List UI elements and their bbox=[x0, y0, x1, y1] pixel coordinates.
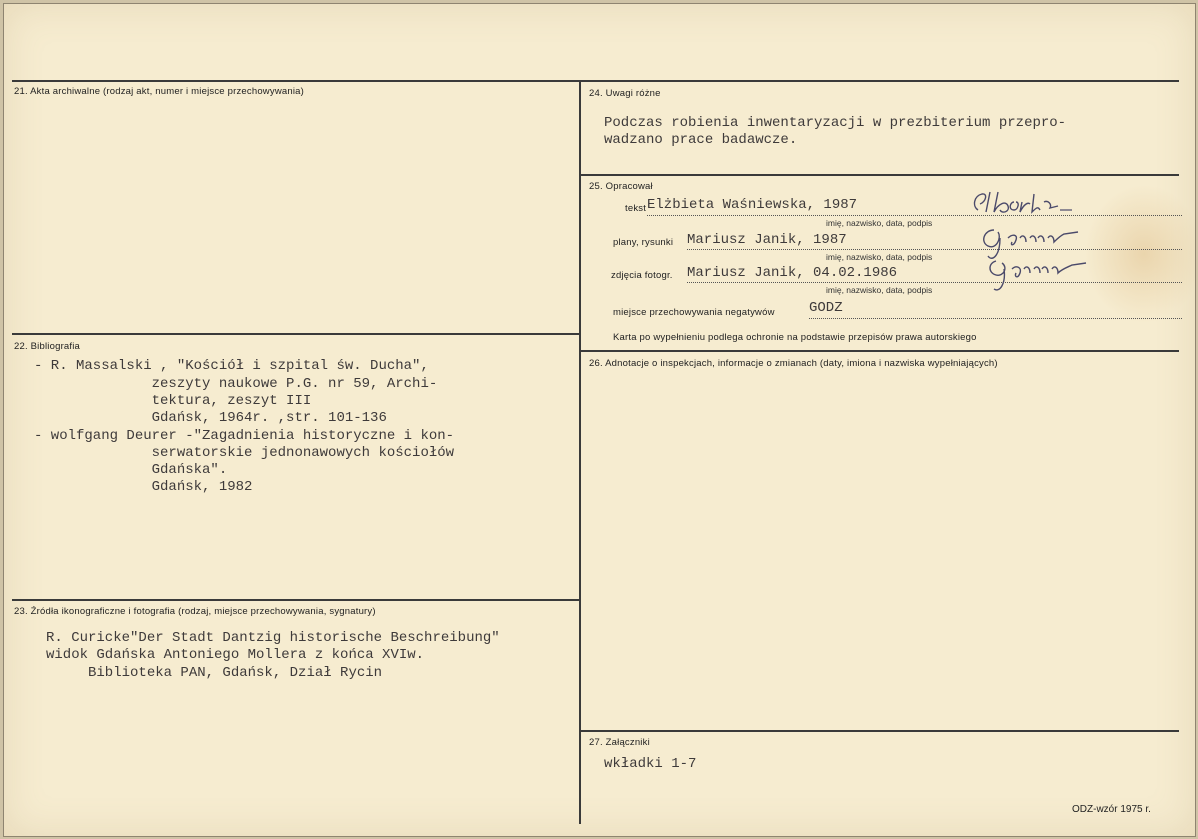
divider-24-25 bbox=[581, 174, 1179, 176]
divider-25-26 bbox=[581, 350, 1179, 352]
section-23-label: 23. Źródła ikonograficzne i fotografia (rodzaj, miejsce przechowywania, sygnatury) bbox=[14, 606, 376, 617]
zdjecia-hint: imię, nazwisko, data, podpis bbox=[826, 285, 933, 295]
remarks-line: wadzano prace badawcze. bbox=[604, 132, 798, 148]
bibliography-line: - R. Massalski , "Kościół i szpital św. Ducha", bbox=[34, 358, 429, 374]
copyright-note: Karta po wypełnieniu podlega ochronie na podstawie przepisów prawa autorskiego bbox=[613, 332, 977, 343]
divider-21-22 bbox=[12, 333, 579, 335]
negatywy-dotted-line bbox=[809, 318, 1182, 319]
zdjecia-dotted-line bbox=[687, 282, 1182, 283]
section-25-label: 25. Opracował bbox=[589, 181, 653, 192]
section-22-label: 22. Bibliografia bbox=[14, 341, 81, 352]
tekst-label: tekst bbox=[625, 203, 647, 214]
bibliography-line: zeszyty naukowe P.G. nr 59, Archi- bbox=[34, 376, 438, 392]
remarks-line: Podczas robienia inwentaryzacji w prezbiterium przepro- bbox=[604, 115, 1067, 131]
section-24-label: 24. Uwagi różne bbox=[589, 88, 661, 99]
zdjecia-value: Mariusz Janik, 04.02.1986 bbox=[687, 265, 898, 281]
paper-stain bbox=[1084, 184, 1196, 324]
signature-zdjecia bbox=[982, 249, 1092, 297]
bibliography-line: Gdańsk, 1964r. ,str. 101-136 bbox=[34, 410, 387, 426]
top-rule bbox=[12, 80, 1179, 82]
iconography-line: R. Curicke"Der Stadt Dantzig historische Beschreibung" bbox=[46, 630, 500, 646]
divider-26-27 bbox=[581, 730, 1179, 732]
bibliography-line: Gdańska". bbox=[34, 462, 228, 478]
zdjecia-label: zdjęcia fotogr. bbox=[611, 270, 673, 281]
bibliography-line: tektura, zeszyt III bbox=[34, 393, 312, 409]
divider-22-23 bbox=[12, 599, 579, 601]
attachments-value: wkładki 1-7 bbox=[604, 756, 697, 772]
bibliography-line: Gdańsk, 1982 bbox=[34, 479, 253, 495]
section-27-label: 27. Załączniki bbox=[589, 737, 650, 748]
negatywy-value: GODZ bbox=[809, 300, 843, 316]
archive-card bbox=[3, 3, 1196, 837]
bibliography-line: serwatorskie jednonawowych kościołów bbox=[34, 445, 455, 461]
section-21-label: 21. Akta archiwalne (rodzaj akt, numer i miejsce przechowywania) bbox=[14, 86, 305, 97]
form-footer: ODZ-wzór 1975 r. bbox=[1072, 804, 1151, 815]
iconography-line: widok Gdańska Antoniego Mollera z końca XVIw. bbox=[46, 647, 425, 663]
center-divider bbox=[579, 80, 581, 824]
plany-dotted-line bbox=[687, 249, 1182, 250]
tekst-dotted-line bbox=[647, 215, 1182, 216]
plany-value: Mariusz Janik, 1987 bbox=[687, 232, 847, 248]
plany-hint: imię, nazwisko, data, podpis bbox=[826, 252, 933, 262]
bibliography-line: - wolfgang Deurer -"Zagadnienia historyczne i kon- bbox=[34, 428, 455, 444]
tekst-value: Elżbieta Waśniewska, 1987 bbox=[647, 197, 858, 213]
section-26-label: 26. Adnotacje o inspekcjach, informacje o zmianach (daty, imiona i nazwiska wypełniających) bbox=[589, 358, 998, 369]
tekst-hint: imię, nazwisko, data, podpis bbox=[826, 218, 933, 228]
iconography-line: Biblioteka PAN, Gdańsk, Dział Rycin bbox=[46, 665, 383, 681]
plany-label: plany, rysunki bbox=[613, 237, 674, 248]
negatywy-label: miejsce przechowywania negatywów bbox=[613, 307, 775, 318]
